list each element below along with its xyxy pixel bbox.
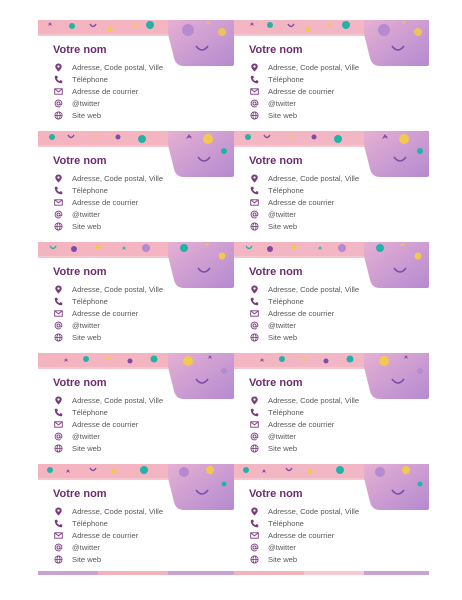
label-row [38,20,429,131]
website-line: Site web [53,554,163,566]
location-pin-icon [53,284,63,294]
twitter-line: @twitter [249,431,359,443]
envelope-icon [249,419,259,429]
contact-lines [249,505,359,566]
address-label [38,464,234,575]
address-label [38,20,234,131]
contact-lines [53,283,163,344]
email-line: Adresse de courrier [53,307,163,319]
phone-icon [53,518,63,528]
globe-icon [249,333,259,343]
name-text: Votre nom [249,266,303,278]
phone-icon [53,407,63,417]
address-line: Adresse, Code postal, Ville [53,505,163,517]
at-sign-icon [53,432,63,442]
twitter-line: @twitter [249,98,359,110]
at-sign-icon [53,543,63,553]
phone-line: Téléphone [53,184,163,196]
address-label [38,242,234,353]
address-line: Adresse, Code postal, Ville [249,394,359,406]
website-line: Site web [53,221,163,233]
twitter-line: @twitter [53,320,163,332]
name-text: Votre nom [53,488,107,500]
envelope-icon [53,197,63,207]
globe-icon [53,444,63,454]
globe-icon [53,111,63,121]
phone-line: Téléphone [53,73,163,85]
name-text: Votre nom [249,155,303,167]
location-pin-icon [249,173,259,183]
location-pin-icon [249,62,259,72]
location-pin-icon [249,395,259,405]
twitter-line: @twitter [249,209,359,221]
label-row [38,131,429,242]
label-sheet [38,20,429,575]
email-line: Adresse de courrier [249,85,359,97]
address-line: Adresse, Code postal, Ville [53,394,163,406]
phone-line: Téléphone [249,295,359,307]
name-text: Votre nom [53,377,107,389]
email-line: Adresse de courrier [249,529,359,541]
at-sign-icon [53,99,63,109]
name-text: Votre nom [249,377,303,389]
twitter-line: @twitter [53,431,163,443]
globe-icon [249,222,259,232]
website-line: Site web [249,554,359,566]
envelope-icon [53,530,63,540]
footer-color-strip [38,571,429,575]
address-line: Adresse, Code postal, Ville [249,505,359,517]
contact-lines [53,505,163,566]
name-text: Votre nom [249,488,303,500]
contact-lines [249,172,359,233]
phone-icon [53,296,63,306]
email-line: Adresse de courrier [249,307,359,319]
phone-line: Téléphone [249,406,359,418]
at-sign-icon [249,432,259,442]
phone-icon [53,185,63,195]
envelope-icon [53,86,63,96]
phone-line: Téléphone [53,517,163,529]
phone-icon [249,74,259,84]
phone-icon [53,74,63,84]
name-text: Votre nom [53,44,107,56]
phone-icon [249,185,259,195]
contact-lines [249,283,359,344]
phone-line: Téléphone [53,406,163,418]
contact-lines [249,61,359,122]
footer-segment [234,571,304,575]
at-sign-icon [249,321,259,331]
phone-line: Téléphone [249,517,359,529]
label-row [38,464,429,575]
footer-segment [98,571,168,575]
name-text: Votre nom [249,44,303,56]
address-line: Adresse, Code postal, Ville [53,61,163,73]
address-label [234,353,430,464]
name-text: Votre nom [53,266,107,278]
address-label [234,20,430,131]
globe-icon [249,555,259,565]
email-line: Adresse de courrier [53,529,163,541]
globe-icon [53,333,63,343]
location-pin-icon [249,284,259,294]
globe-icon [53,555,63,565]
globe-icon [249,444,259,454]
contact-lines [53,61,163,122]
twitter-line: @twitter [249,320,359,332]
address-label [234,464,430,575]
at-sign-icon [249,210,259,220]
email-line: Adresse de courrier [249,418,359,430]
phone-icon [249,407,259,417]
envelope-icon [249,530,259,540]
website-line: Site web [249,221,359,233]
website-line: Site web [249,443,359,455]
twitter-line: @twitter [53,98,163,110]
twitter-line: @twitter [53,209,163,221]
address-label [234,131,430,242]
location-pin-icon [53,62,63,72]
website-line: Site web [249,110,359,122]
at-sign-icon [249,99,259,109]
phone-line: Téléphone [249,184,359,196]
location-pin-icon [53,395,63,405]
location-pin-icon [53,506,63,516]
envelope-icon [53,308,63,318]
at-sign-icon [249,543,259,553]
email-line: Adresse de courrier [53,418,163,430]
website-line: Site web [53,443,163,455]
envelope-icon [249,308,259,318]
website-line: Site web [53,332,163,344]
envelope-icon [53,419,63,429]
at-sign-icon [53,210,63,220]
at-sign-icon [53,321,63,331]
twitter-line: @twitter [249,542,359,554]
email-line: Adresse de courrier [249,196,359,208]
footer-segment [304,571,364,575]
contact-lines [249,394,359,455]
footer-segment [364,571,429,575]
address-label [234,242,430,353]
website-line: Site web [53,110,163,122]
label-row [38,353,429,464]
phone-line: Téléphone [249,73,359,85]
location-pin-icon [249,506,259,516]
address-line: Adresse, Code postal, Ville [53,283,163,295]
email-line: Adresse de courrier [53,85,163,97]
label-row [38,242,429,353]
website-line: Site web [249,332,359,344]
name-text: Votre nom [53,155,107,167]
phone-icon [249,518,259,528]
phone-icon [249,296,259,306]
address-line: Adresse, Code postal, Ville [53,172,163,184]
footer-segment [168,571,234,575]
location-pin-icon [53,173,63,183]
address-label [38,131,234,242]
footer-segment [38,571,98,575]
twitter-line: @twitter [53,542,163,554]
globe-icon [249,111,259,121]
address-line: Adresse, Code postal, Ville [249,61,359,73]
address-line: Adresse, Code postal, Ville [249,283,359,295]
globe-icon [53,222,63,232]
contact-lines [53,394,163,455]
envelope-icon [249,86,259,96]
contact-lines [53,172,163,233]
envelope-icon [249,197,259,207]
address-line: Adresse, Code postal, Ville [249,172,359,184]
email-line: Adresse de courrier [53,196,163,208]
address-label [38,353,234,464]
phone-line: Téléphone [53,295,163,307]
